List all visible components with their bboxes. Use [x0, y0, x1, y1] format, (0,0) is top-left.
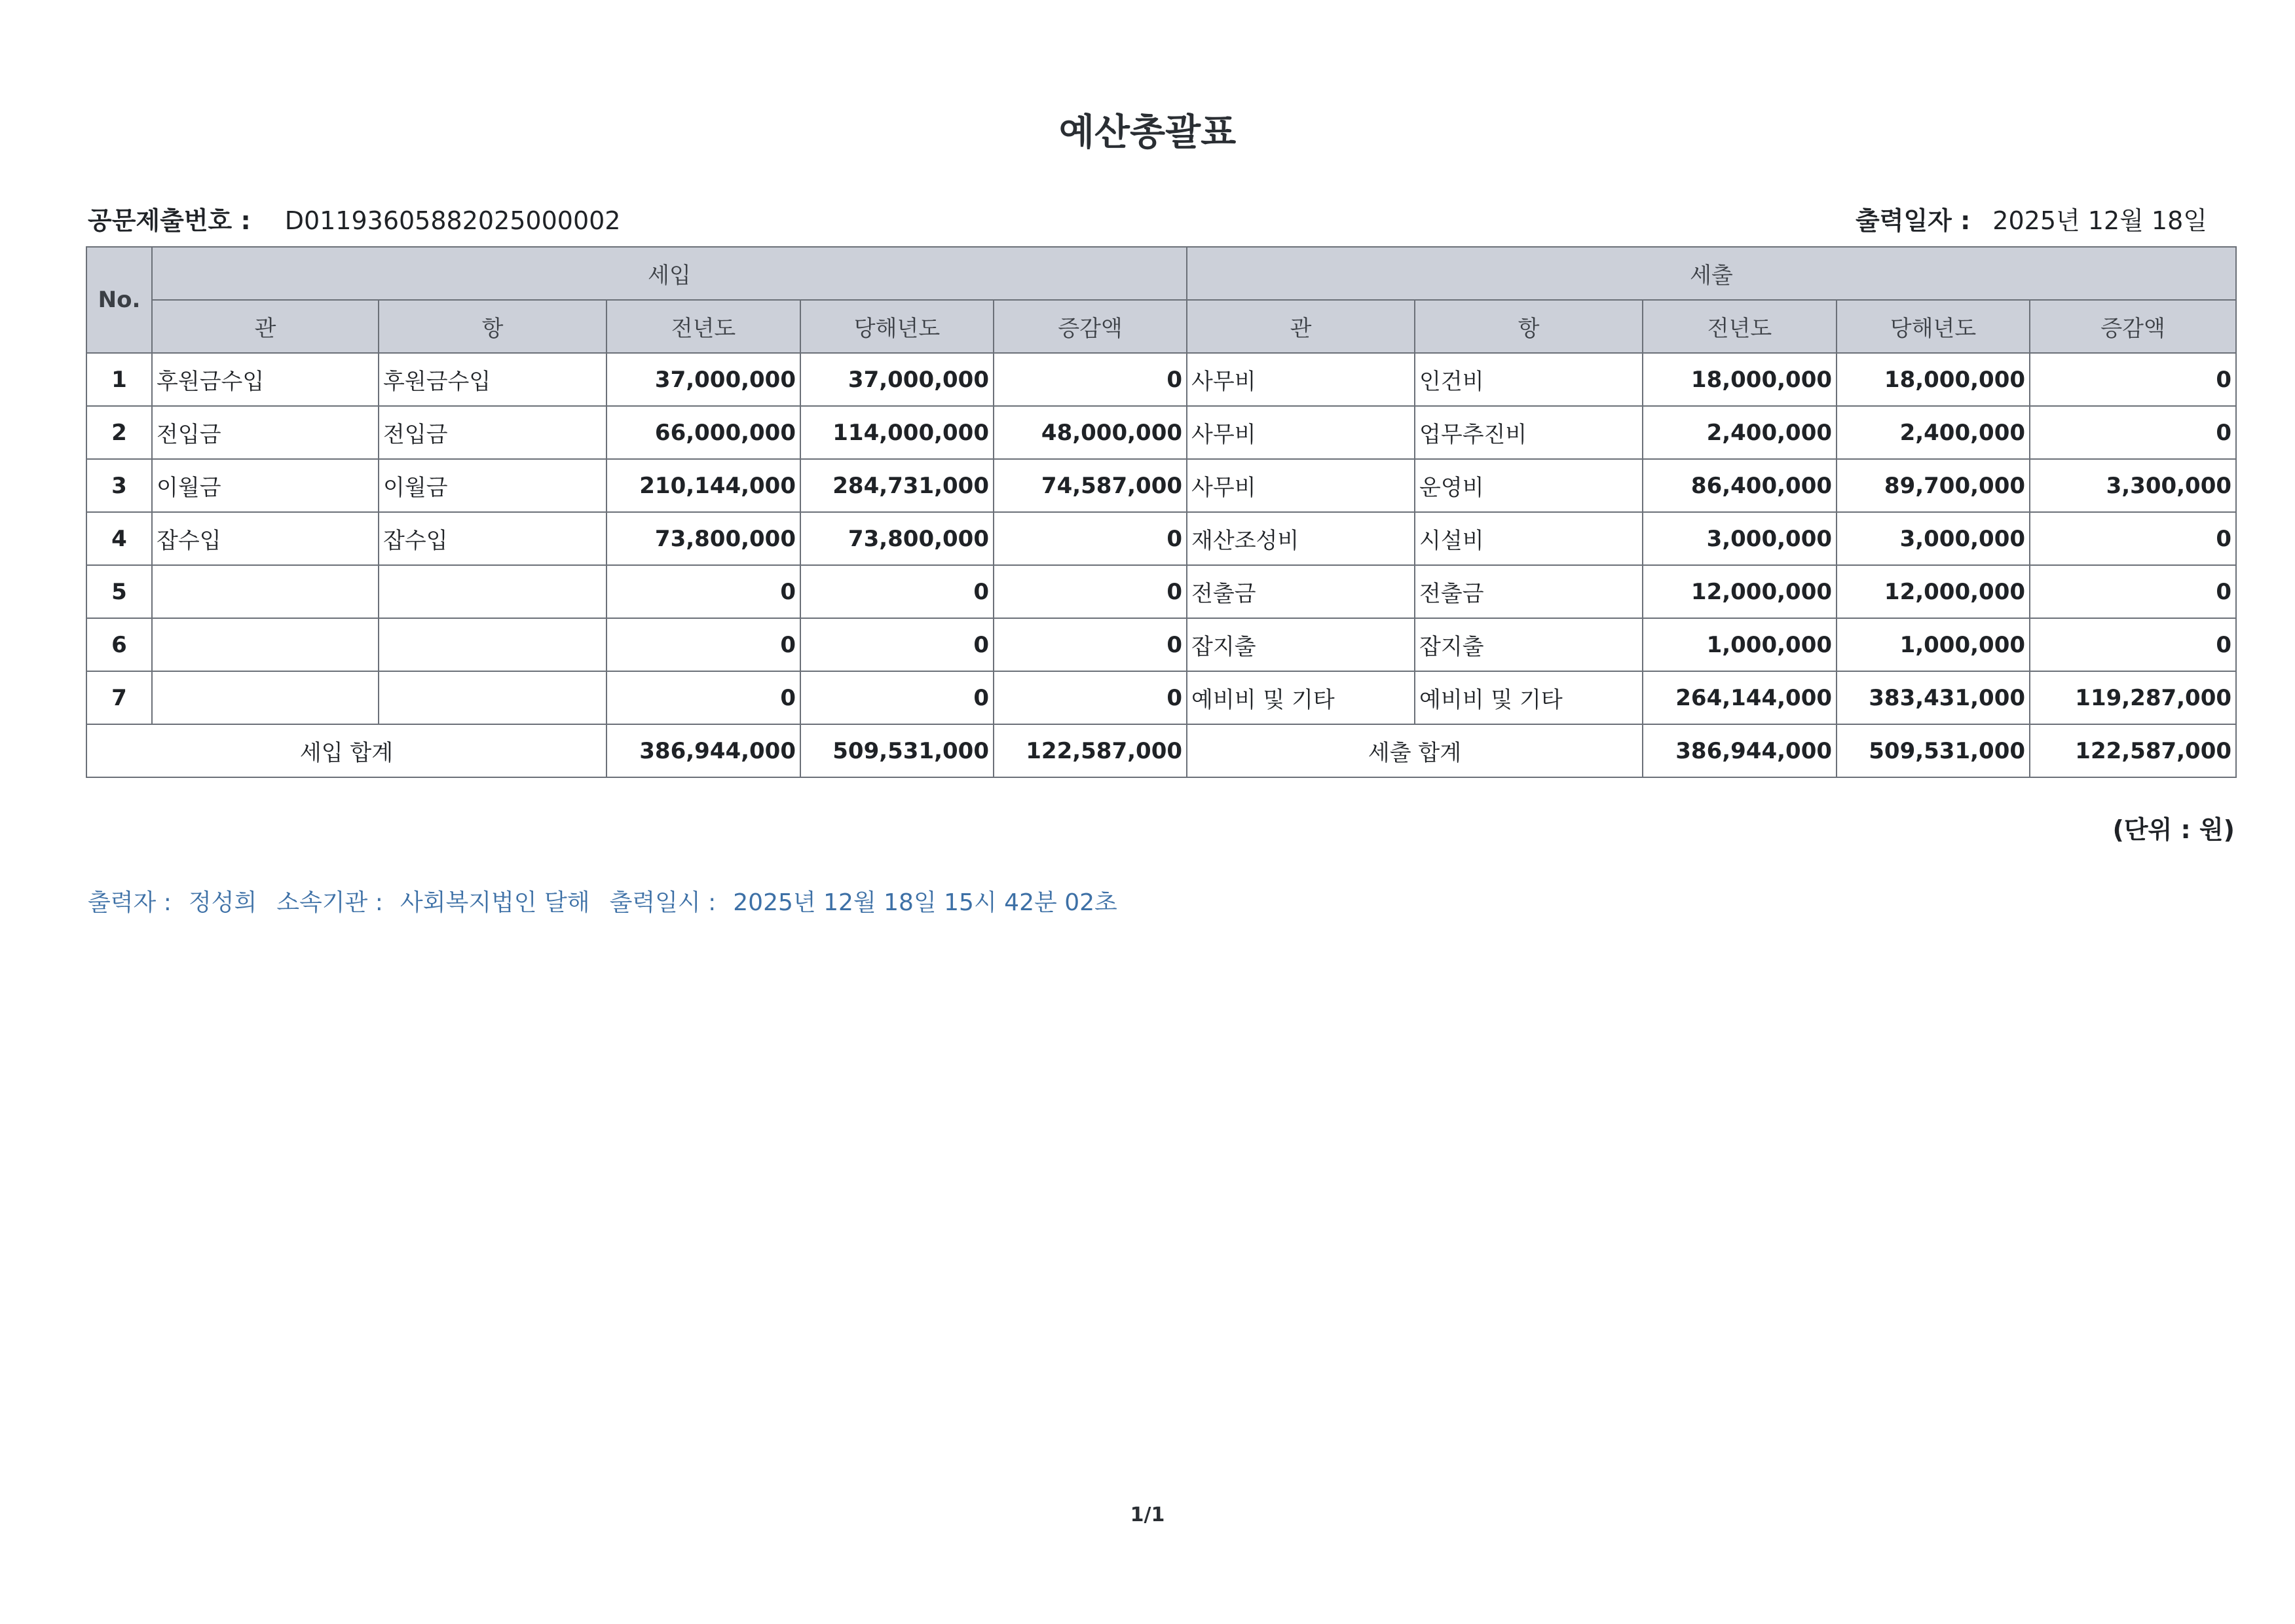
expense-curr-year: 89,700,000 [1837, 459, 2030, 512]
expense-curr-year: 3,000,000 [1837, 512, 2030, 565]
income-hang-header: 항 [379, 300, 606, 353]
income-gwan: 잡수입 [152, 512, 379, 565]
expense-prev-year: 18,000,000 [1643, 353, 1837, 406]
income-gwan [152, 565, 379, 618]
table-row [86, 353, 2236, 406]
income-prev-year: 210,144,000 [606, 459, 800, 512]
income-hang: 잡수입 [379, 512, 606, 565]
row-no: 2 [86, 406, 152, 459]
expense-hang: 인건비 [1415, 353, 1643, 406]
page-number: 1/1 [1130, 1504, 1165, 1526]
income-gwan [152, 671, 379, 724]
expense-curr-year: 1,000,000 [1837, 618, 2030, 671]
income-hang: 전입금 [379, 406, 606, 459]
printer-name: 정성희 [188, 889, 257, 916]
income-total-curr-year: 509,531,000 [800, 724, 994, 777]
income-prev-year: 66,000,000 [606, 406, 800, 459]
printer-label: 출력자 : [88, 889, 172, 916]
expense-gwan: 사무비 [1187, 459, 1415, 512]
printed-at-value: 2025년 12월 18일 15시 42분 02초 [733, 889, 1117, 916]
expense-gwan: 예비비 및 기타 [1187, 671, 1415, 724]
header-row-columns [86, 300, 2236, 353]
row-no: 3 [86, 459, 152, 512]
expense-gwan: 사무비 [1187, 353, 1415, 406]
income-change-header: 증감액 [994, 300, 1187, 353]
totals-row [86, 724, 2236, 777]
table-row [86, 406, 2236, 459]
expense-change: 0 [2030, 406, 2236, 459]
expense-curr-year-header: 당해년도 [1837, 300, 2030, 353]
expense-prev-year-header: 전년도 [1643, 300, 1837, 353]
expense-prev-year: 3,000,000 [1643, 512, 1837, 565]
expense-gwan-header: 관 [1187, 300, 1415, 353]
income-curr-year: 284,731,000 [800, 459, 994, 512]
income-curr-year-header: 당해년도 [800, 300, 994, 353]
income-change: 0 [994, 512, 1187, 565]
no-header: No. [86, 247, 152, 353]
income-prev-year: 37,000,000 [606, 353, 800, 406]
income-hang [379, 565, 606, 618]
table-row [86, 565, 2236, 618]
table-row [86, 618, 2236, 671]
print-date-label: 출력일자 : [1856, 206, 1971, 235]
income-gwan: 전입금 [152, 406, 379, 459]
expense-curr-year: 2,400,000 [1837, 406, 2030, 459]
income-hang: 이월금 [379, 459, 606, 512]
income-curr-year: 0 [800, 565, 994, 618]
income-gwan: 이월금 [152, 459, 379, 512]
income-total-change: 122,587,000 [994, 724, 1187, 777]
expense-prev-year: 264,144,000 [1643, 671, 1837, 724]
income-gwan: 후원금수입 [152, 353, 379, 406]
income-change: 0 [994, 618, 1187, 671]
expense-hang-header: 항 [1415, 300, 1643, 353]
doc-number-value: D01193605882025000002 [284, 206, 621, 235]
expense-hang: 전출금 [1415, 565, 1643, 618]
income-prev-year-header: 전년도 [606, 300, 800, 353]
expense-change: 119,287,000 [2030, 671, 2236, 724]
row-no: 1 [86, 353, 152, 406]
expense-gwan: 전출금 [1187, 565, 1415, 618]
org-name: 사회복지법인 달해 [400, 889, 590, 916]
doc-number [88, 200, 620, 237]
expense-change: 3,300,000 [2030, 459, 2236, 512]
expense-hang: 시설비 [1415, 512, 1643, 565]
expense-gwan: 사무비 [1187, 406, 1415, 459]
expense-change: 0 [2030, 353, 2236, 406]
expense-gwan: 잡지출 [1187, 618, 1415, 671]
row-no: 7 [86, 671, 152, 724]
expense-header: 세출 [1187, 247, 2236, 300]
row-no: 5 [86, 565, 152, 618]
income-prev-year: 73,800,000 [606, 512, 800, 565]
doc-number-label: 공문제출번호 : [88, 206, 251, 235]
income-change: 0 [994, 565, 1187, 618]
income-curr-year: 37,000,000 [800, 353, 994, 406]
expense-curr-year: 18,000,000 [1837, 353, 2030, 406]
income-gwan [152, 618, 379, 671]
expense-prev-year: 2,400,000 [1643, 406, 1837, 459]
row-no: 4 [86, 512, 152, 565]
expense-curr-year: 12,000,000 [1837, 565, 2030, 618]
income-curr-year: 73,800,000 [800, 512, 994, 565]
expense-hang: 예비비 및 기타 [1415, 671, 1643, 724]
expense-change: 0 [2030, 565, 2236, 618]
page-title: 예산총괄표 [1058, 111, 1237, 154]
expense-gwan: 재산조성비 [1187, 512, 1415, 565]
income-prev-year: 0 [606, 618, 800, 671]
table-row [86, 671, 2236, 724]
income-total-label: 세입 합계 [86, 724, 606, 777]
expense-hang: 운영비 [1415, 459, 1643, 512]
print-info-footer [88, 884, 1134, 917]
expense-change: 0 [2030, 512, 2236, 565]
expense-prev-year: 1,000,000 [1643, 618, 1837, 671]
income-header: 세입 [152, 247, 1187, 300]
unit-note: (단위 : 원) [2112, 815, 2235, 844]
income-change: 74,587,000 [994, 459, 1187, 512]
expense-prev-year: 12,000,000 [1643, 565, 1837, 618]
row-no: 6 [86, 618, 152, 671]
printed-at-label: 출력일시 : [609, 889, 717, 916]
income-change: 0 [994, 671, 1187, 724]
income-curr-year: 0 [800, 618, 994, 671]
income-change: 0 [994, 353, 1187, 406]
expense-total-change: 122,587,000 [2030, 724, 2236, 777]
expense-hang: 업무추진비 [1415, 406, 1643, 459]
print-date-value: 2025년 12월 18일 [1992, 206, 2207, 235]
income-hang [379, 671, 606, 724]
expense-curr-year: 383,431,000 [1837, 671, 2030, 724]
income-total-prev-year: 386,944,000 [606, 724, 800, 777]
table-row [86, 512, 2236, 565]
income-curr-year: 0 [800, 671, 994, 724]
income-hang: 후원금수입 [379, 353, 606, 406]
income-curr-year: 114,000,000 [800, 406, 994, 459]
expense-total-curr-year: 509,531,000 [1837, 724, 2030, 777]
income-prev-year: 0 [606, 565, 800, 618]
expense-total-prev-year: 386,944,000 [1643, 724, 1837, 777]
income-change: 48,000,000 [994, 406, 1187, 459]
print-date [1856, 200, 2207, 237]
expense-hang: 잡지출 [1415, 618, 1643, 671]
income-hang [379, 618, 606, 671]
expense-change-header: 증감액 [2030, 300, 2236, 353]
expense-prev-year: 86,400,000 [1643, 459, 1837, 512]
budget-summary-table [86, 246, 2237, 778]
org-label: 소속기관 : [276, 889, 383, 916]
income-gwan-header: 관 [152, 300, 379, 353]
expense-change: 0 [2030, 618, 2236, 671]
income-prev-year: 0 [606, 671, 800, 724]
table-row [86, 459, 2236, 512]
expense-total-label: 세출 합계 [1187, 724, 1643, 777]
header-row-top [86, 247, 2236, 300]
